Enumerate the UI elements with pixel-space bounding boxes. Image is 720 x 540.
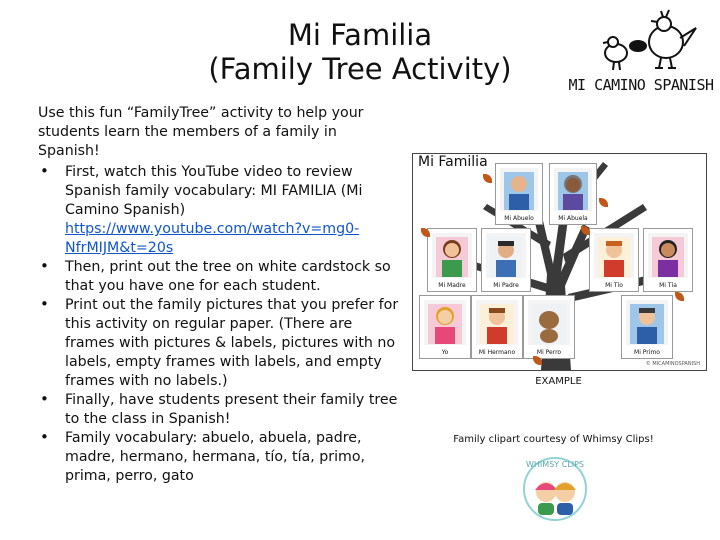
frame-label: Mi Tía (659, 282, 677, 289)
step-3-text: Print out the family pictures that you prefer for this activity on regular paper. (There are frames with pictures & labels, pictures with no labels, empty frames with labels, and empty frames with no labels.) (65, 297, 399, 389)
mother-icon (432, 233, 472, 281)
title-line-1: Mi Familia (287, 18, 433, 52)
vocabulary-text: Family vocabulary: abuelo, abuela, padre, madre, hermano, hermana, tío, tía, primo, prima, perro, gato (65, 430, 366, 484)
frame-label: Mi Abuela (558, 215, 588, 222)
list-item (38, 296, 400, 391)
youtube-link[interactable]: https://www.youtube.com/watch?v=mg0-NfrMIJM&t=20s (65, 221, 360, 256)
bullet-icon: • (40, 257, 49, 275)
page-title (160, 18, 560, 86)
frame-padre (481, 228, 531, 292)
frame-label: Yo (441, 349, 449, 356)
list-item (38, 429, 400, 486)
step-2-text: Then, print out the tree on white cardstock so that you have one for each student. (65, 259, 391, 294)
intro-text: Use this fun “FamilyTree” activity to help your students learn the members of a family in Spanish! (38, 105, 364, 159)
aunt-icon (648, 233, 688, 281)
example-title: Mi Familia (418, 154, 488, 170)
list-item (38, 258, 400, 296)
frame-label: Mi Abuelo (504, 215, 534, 222)
bullet-icon: • (40, 390, 49, 408)
frame-tia (643, 228, 693, 292)
example-caption: EXAMPLE (535, 376, 582, 387)
whimsy-text: WHIMSY CLIPS (526, 460, 584, 469)
clipart-credit: Family clipart courtesy of Whimsy Clips! (453, 434, 654, 445)
step-1-text: First, watch this YouTube video to review Spanish family vocabulary: MI FAMILIA (Mi Camino Spanish) (65, 164, 363, 218)
frame-abuelo (495, 163, 543, 225)
mi-camino-spanish-logo (566, 8, 716, 100)
list-item (38, 163, 400, 258)
frame-madre (427, 228, 477, 292)
title-line-2: (Family Tree Activity) (208, 52, 512, 86)
grandfather-icon (500, 168, 538, 214)
list-item (38, 391, 400, 429)
frame-label: Mi Tío (605, 282, 623, 289)
birds-icon (566, 8, 716, 78)
girl-icon (424, 300, 466, 348)
frame-abuela (549, 163, 597, 225)
frame-perro (523, 295, 575, 359)
whimsy-clips-logo (522, 456, 588, 522)
bullet-icon: • (40, 428, 49, 446)
bullet-icon: • (40, 162, 49, 180)
frame-label: Mi Primo (634, 349, 660, 356)
frame-label: Mi Padre (493, 282, 519, 289)
cousin-icon (626, 300, 668, 348)
logo-text: MI CAMINO SPANISH (568, 76, 714, 94)
uncle-icon (594, 233, 634, 281)
frame-hermano (471, 295, 523, 359)
dog-icon (528, 300, 570, 348)
bullet-icon: • (40, 295, 49, 313)
instructions (38, 104, 400, 486)
grandmother-icon (554, 168, 592, 214)
step-4-text: Finally, have students present their family tree to the class in Spanish! (65, 392, 398, 427)
frame-label: Mi Madre (438, 282, 466, 289)
frame-primo (621, 295, 673, 359)
frame-tio (589, 228, 639, 292)
frame-label: Mi Hermano (478, 349, 516, 356)
instruction-list (38, 163, 400, 486)
watermark: © MICAMINOSPANISH (645, 361, 700, 367)
frame-label: Mi Perro (536, 349, 562, 356)
brother-icon (476, 300, 518, 348)
frame-yo (419, 295, 471, 359)
family-tree-example (412, 153, 707, 371)
father-icon (486, 233, 526, 281)
